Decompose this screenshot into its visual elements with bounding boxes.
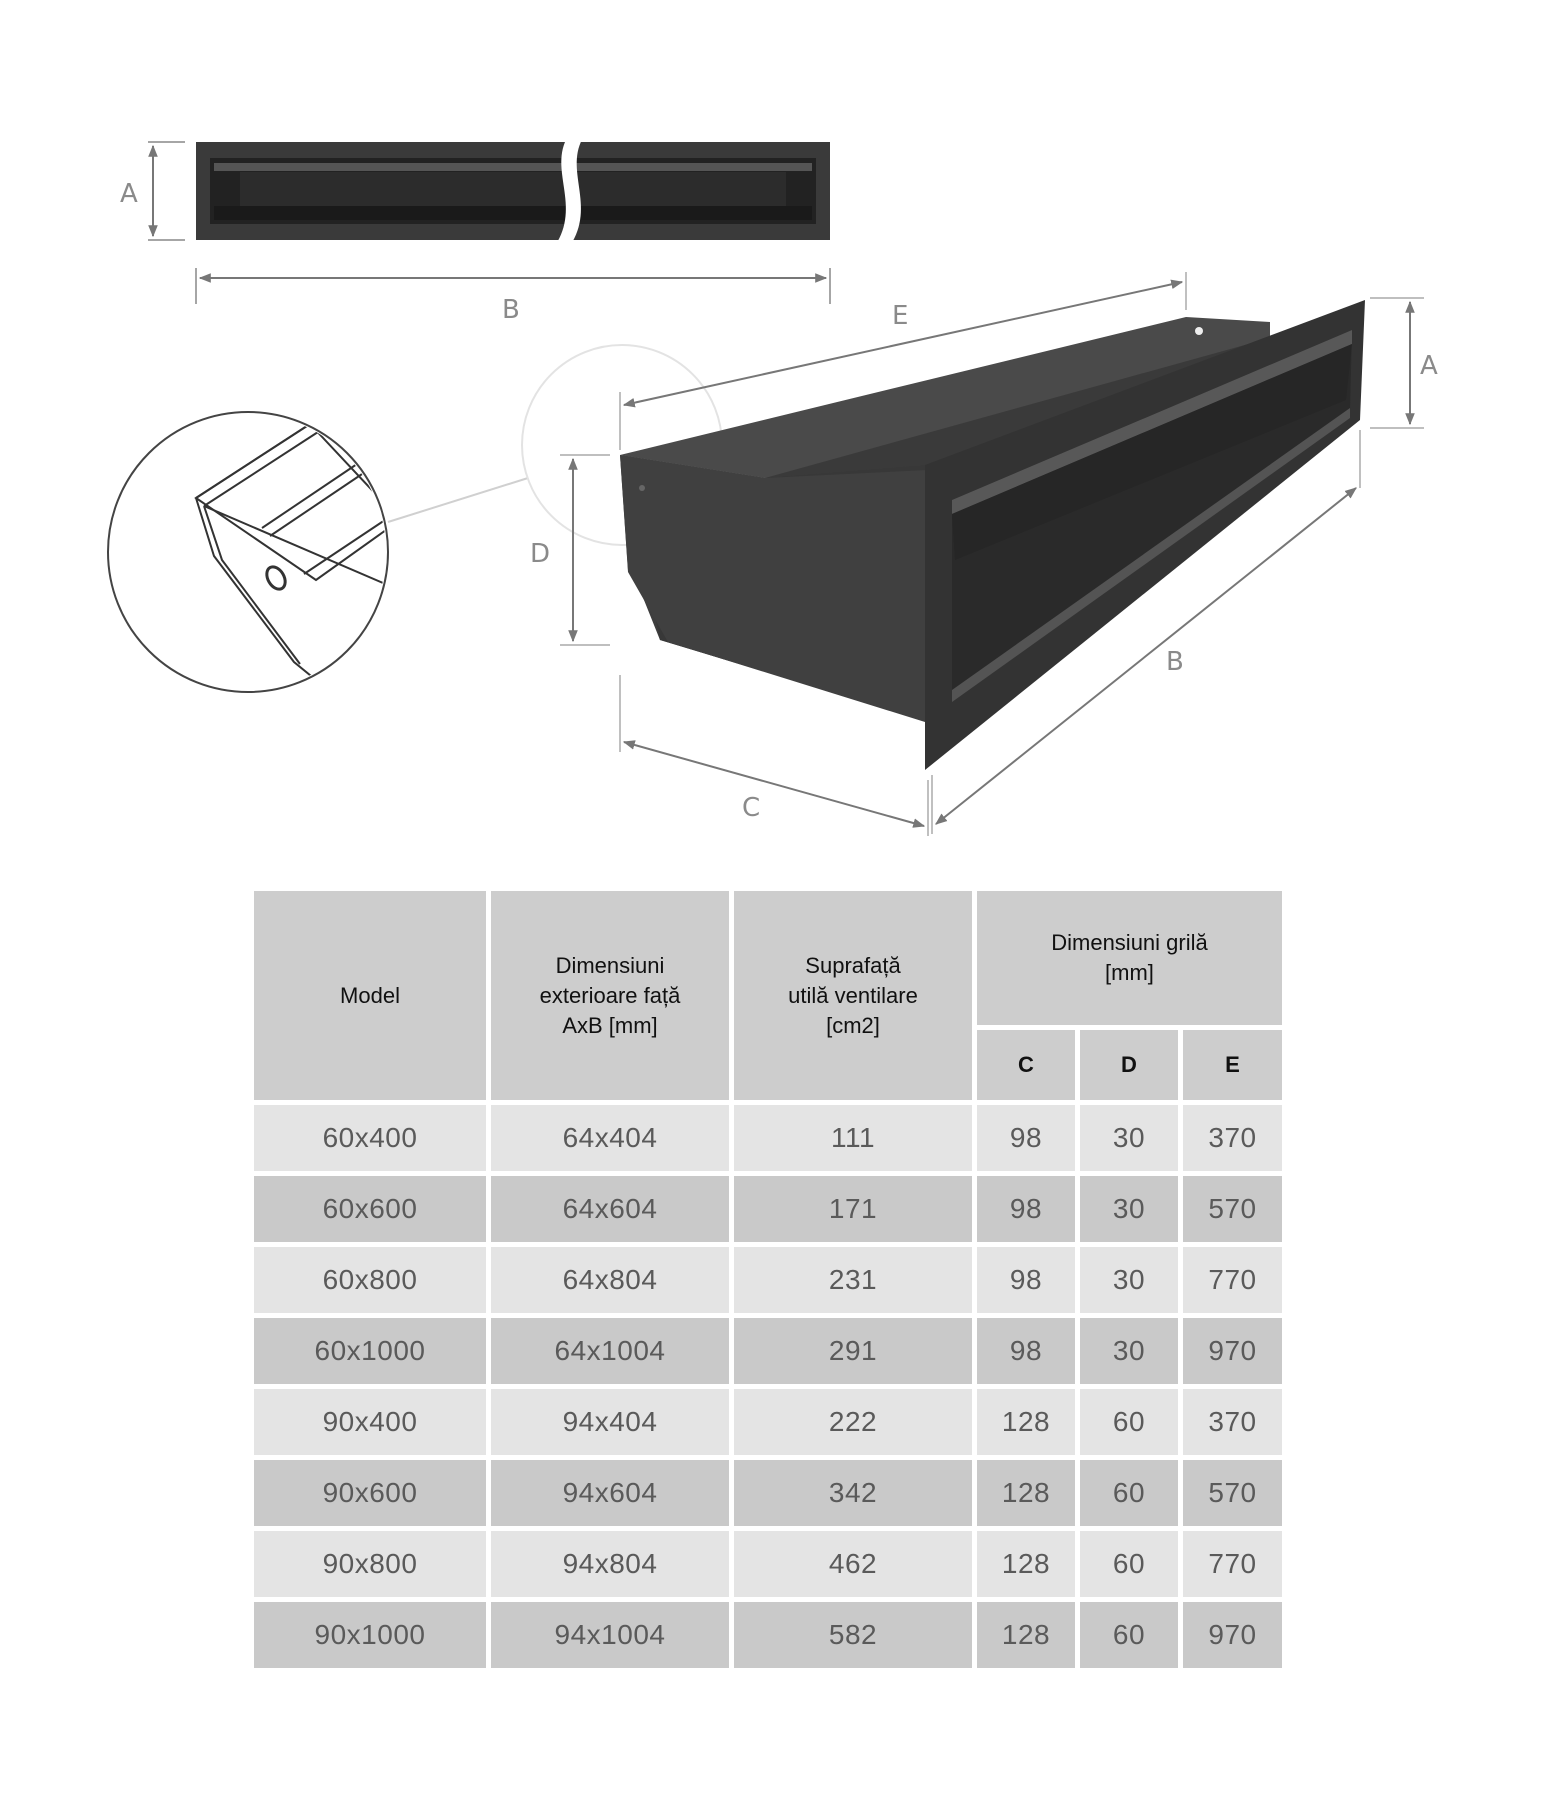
cell-exterior: 64x604 [491,1176,729,1242]
cell-exterior: 64x404 [491,1105,729,1171]
front-dimension-a [120,142,185,240]
cell-d: 60 [1080,1602,1178,1668]
front-label-a: A [120,179,138,209]
front-dimension-b [196,268,830,325]
cell-d: 30 [1080,1105,1178,1171]
cell-exterior: 64x804 [491,1247,729,1313]
cell-c: 98 [977,1318,1075,1384]
header-surface-line-1: Suprafață [805,952,901,978]
product-technical-drawing [0,0,1548,880]
cell-surface: 342 [734,1460,972,1526]
cell-e: 770 [1183,1531,1282,1597]
header-grid-line-2: [mm] [1105,960,1154,985]
header-exterior-line-3: AxB [mm] [562,1012,658,1038]
cell-e: 970 [1183,1318,1282,1384]
table-row [254,1389,1282,1455]
cell-model: 60x800 [254,1247,486,1313]
cell-exterior: 94x404 [491,1389,729,1455]
header-exterior-dimensions [491,891,729,1100]
cell-d: 30 [1080,1247,1178,1313]
cell-d: 60 [1080,1531,1178,1597]
cell-model: 90x1000 [254,1602,486,1668]
cell-model: 60x1000 [254,1318,486,1384]
cell-e: 970 [1183,1602,1282,1668]
cell-surface: 222 [734,1389,972,1455]
header-e: E [1183,1030,1282,1100]
iso-dimension-d [530,455,610,645]
header-c: C [977,1030,1075,1100]
cell-surface: 231 [734,1247,972,1313]
header-exterior-line-2: exterioare față [539,982,681,1008]
front-view-grille [196,136,830,246]
table-row [254,1176,1282,1242]
cell-c: 128 [977,1460,1075,1526]
cell-c: 128 [977,1602,1075,1668]
iso-label-c: C [742,793,761,823]
cell-c: 98 [977,1105,1075,1171]
iso-label-e: E [892,301,909,331]
table-row [254,1247,1282,1313]
cell-d: 60 [1080,1460,1178,1526]
cell-surface: 462 [734,1531,972,1597]
specifications-table [249,886,1287,1673]
cell-c: 128 [977,1531,1075,1597]
header-surface-line-2: utilă ventilare [788,982,918,1008]
iso-label-d: D [530,539,551,569]
table-row [254,1531,1282,1597]
table-row [254,1460,1282,1526]
front-label-b: B [502,295,520,325]
isometric-view-grille [620,300,1365,770]
cell-e: 570 [1183,1176,1282,1242]
header-d: D [1080,1030,1178,1100]
cell-model: 60x400 [254,1105,486,1171]
cell-e: 770 [1183,1247,1282,1313]
cell-model: 90x400 [254,1389,486,1455]
iso-dimension-a [1370,298,1438,428]
header-model-text: Model [340,982,400,1008]
cell-e: 370 [1183,1389,1282,1455]
iso-label-a: A [1420,351,1438,381]
header-grid-dimensions [977,891,1282,1025]
cell-d: 60 [1080,1389,1178,1455]
cell-surface: 291 [734,1318,972,1384]
table-row [254,1318,1282,1384]
cell-exterior: 64x1004 [491,1318,729,1384]
header-surface-line-3: [cm2] [826,1012,880,1038]
table-row [254,1602,1282,1668]
header-ventilation-surface [734,891,972,1100]
cell-e: 570 [1183,1460,1282,1526]
cell-exterior: 94x1004 [491,1602,729,1668]
cell-c: 98 [977,1247,1075,1313]
cell-exterior: 94x604 [491,1460,729,1526]
header-grid-line-1: Dimensiuni grilă [1051,930,1208,955]
cell-surface: 171 [734,1176,972,1242]
cell-d: 30 [1080,1318,1178,1384]
table-row [254,1105,1282,1171]
detail-circle-magnified-corner [108,412,400,692]
cell-c: 128 [977,1389,1075,1455]
cell-exterior: 94x804 [491,1531,729,1597]
cell-model: 60x600 [254,1176,486,1242]
cell-c: 98 [977,1176,1075,1242]
cell-d: 30 [1080,1176,1178,1242]
cell-surface: 111 [734,1105,972,1171]
cell-surface: 582 [734,1602,972,1668]
cell-model: 90x800 [254,1531,486,1597]
iso-label-b: B [1166,647,1184,677]
header-exterior-line-1: Dimensiuni [555,952,665,978]
cell-e: 370 [1183,1105,1282,1171]
header-model [254,891,486,1100]
cell-model: 90x600 [254,1460,486,1526]
